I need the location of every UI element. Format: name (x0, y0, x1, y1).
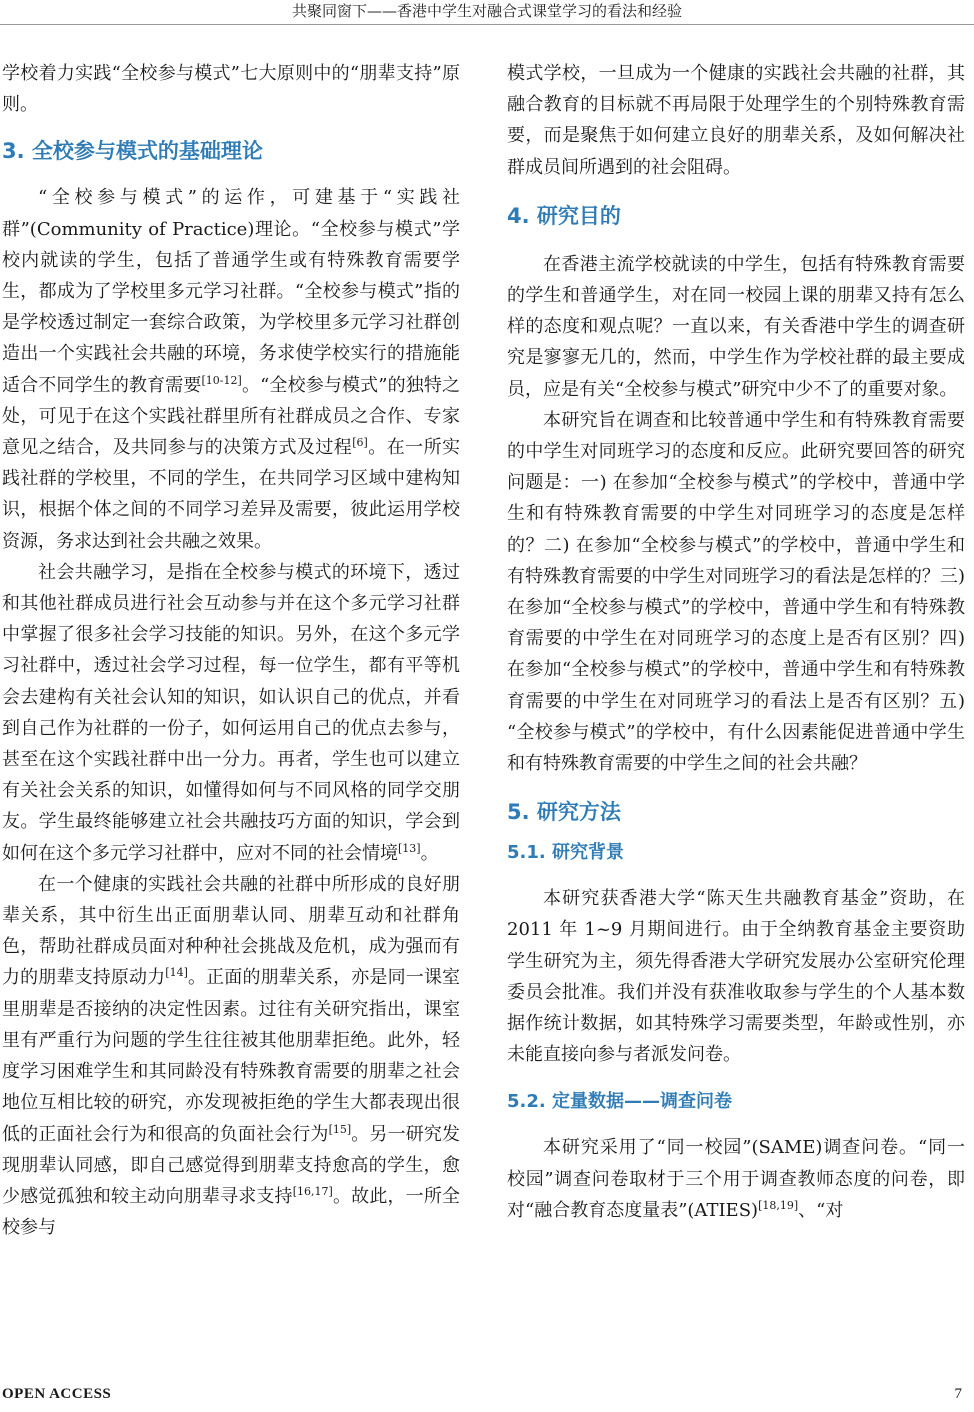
text: 。 (420, 842, 439, 864)
text: 。故此，一所全校参与 (2, 1185, 461, 1239)
text: “全校参与模式”的运作，可建基于“实践社群”(Community of Practice)理论。“全校参与模式”学校内就读的学生，包括了普通学生或有特殊教育需要学生，都成为了学校里多元学习社群。“全校参与模式”指的是学校透过制定一套综合政策，为学校里多元学习社群创造出一个实践社会共融的环境，务求使学校实行的措施能适合不同学生的教育需要 (2, 187, 460, 396)
text: 。“全校参与模式”的独特之处，可见于在这个实践社群里所有社群成员之合作、专家意见之结合，及共同参与的决策方式及过程 (2, 374, 461, 459)
section-5-2-heading: 5.2. 定量数据——调查问卷 (507, 1091, 732, 1113)
section-4-heading: 4. 研究目的 (507, 203, 621, 228)
paragraph-research-context: 在香港主流学校就读的中学生，包括有特殊教育需要的学生和普通学生，对在同一校园上课的朋辈又持有怎么样的态度和观点呢？一直以来，有关香港中学生的调查研究是寥寥无几的，然而，中学生作为学校社群的最主要成员，应是有关“全校参与模式”研究中少不了的重要对象。 (507, 253, 965, 400)
paragraph-continuation: 模式学校，一旦成为一个健康的实践社会共融的社群，其融合教育的目标就不再局限于处理学生的个别特殊教育需要，而是聚焦于如何建立良好的朋辈关系，及如何解决社群成员间所遇到的社会阻碍。 (507, 63, 965, 178)
paragraph-social-inclusion (2, 557, 460, 869)
text: 在一个健康的实践社会共融的社群中所形成的良好朋辈关系，其中衍生出正面朋辈认同、朋辈互动和社群角色，帮助社群成员面对种种社会挑战及危机，成为强而有力的朋辈支持原动力 (2, 873, 460, 989)
citation: [18,19] (758, 1198, 799, 1212)
section-3-heading: 3. 全校参与模式的基础理论 (2, 139, 263, 164)
paragraph-background: 本研究获香港大学“陈天生共融教育基金”资助，在 2011 年 1~9 月期间进行。由于全纳教育基金主要资助学生研究为主，须先得香港大学研究发展办公室研究伦理委员会批准。我们并没有获准收取参与学生的个人基本数据作统计数据，如其特殊学习需要类型，年龄或性别，亦未能直接向参与者派发问卷。 (507, 888, 965, 1066)
text: 、“对 (798, 1199, 844, 1221)
text: 。另一研究发现朋辈认同感，即自己感觉得到朋辈支持愈高的学生，愈少感觉孤独和较主动向朋辈寻求支持 (2, 1123, 461, 1207)
text: 社会共融学习，是指在全校参与模式的环境下，透过和其他社群成员进行社会互动参与并在这个多元学习社群中掌握了很多社会学习技能的知识。另外，在这个多元学习社群中，透过社会学习过程，每一位学生，都有平等机会去建构有关社会认知的知识，如认识自己的优点，并看到自己作为社群的一份子，如何运用自己的优点去参与，甚至在这个实践社群中出一分力。再者，学生也可以建立有关社会关系的知识，如懂得如何与不同风格的同学交朋友。学生最终能够建立社会共融技巧方面的知识，学会到如何在这个多元学习社群中，应对不同的社会情境 (2, 561, 460, 864)
section-5-1-heading: 5.1. 研究背景 (507, 842, 624, 864)
citation: [6] (352, 436, 368, 450)
left-column (2, 58, 460, 1243)
paragraph-community-of-practice (2, 182, 460, 556)
header-divider (0, 24, 974, 25)
citation: [16,17] (292, 1184, 333, 1198)
section-5-heading: 5. 研究方法 (507, 800, 621, 825)
right-column (507, 58, 965, 1226)
citation: [13] (398, 841, 421, 855)
page-number: 7 (954, 1386, 962, 1402)
citation: [14] (165, 966, 188, 980)
citation: [10-12] (201, 373, 242, 387)
text: 。在一所实践社群的学校里，不同的学生，在共同学习区域中建构知识，根据个体之间的不同学习差异及需要，彼此运用学校资源，务求达到社会共融之效果。 (2, 437, 461, 552)
paragraph-continuation: 学校着力实践“全校参与模式”七大原则中的“朋辈支持”原则。 (2, 63, 460, 116)
running-header: 共聚同窗下——香港中学生对融合式课堂学习的看法和经验 (291, 2, 682, 20)
footer-open-access: OPEN ACCESS (2, 1386, 112, 1402)
text: 本研究采用了“同一校园”(SAME)调查问卷。“同一校园”调查问卷取材于三个用于调查教师态度的问卷，即对“融合教育态度量表”(ATIES) (507, 1137, 965, 1221)
paragraph-peer-relations (2, 869, 460, 1243)
paragraph-questionnaire (507, 1132, 965, 1226)
paragraph-research-questions: 本研究旨在调查和比较普通中学生和有特殊教育需要的中学生对同班学习的态度和反应。此研究要回答的研究问题是：一) 在参加“全校参与模式”的学校中，普通中学生和有特殊教育需要的中学生对同班学习的态度是怎样的？二) 在参加“全校参与模式”的学校中，普通中学生和有特殊教育需要的中学生对同班学习的看法是怎样的？三) 在参加“全校参与模式”的学校中，普通中学生和有特殊教育需要的中学生在对同班学习的态度上是否有区别？四) 在参加“全校参与模式”的学校中，普通中学生和有特殊教育需要的中学生在对同班学习的看法上是否有区别？五) “全校参与模式”的学校中，有什么因素能促进普通中学生和有特殊教育需要的中学生之间的社会共融？ (507, 409, 965, 775)
text: 。正面的朋辈关系，亦是同一课室里朋辈是否接纳的决定性因素。过往有关研究指出，课室里有严重行为问题的学生往往被其他朋辈拒绝。此外，轻度学习困难学生和其同龄没有特殊教育需要的朋辈之社会地位互相比较的研究，亦发现被拒绝的学生大都表现出很低的正面社会行为和很高的负面社会行为 (2, 967, 461, 1145)
citation: [15] (328, 1122, 352, 1136)
